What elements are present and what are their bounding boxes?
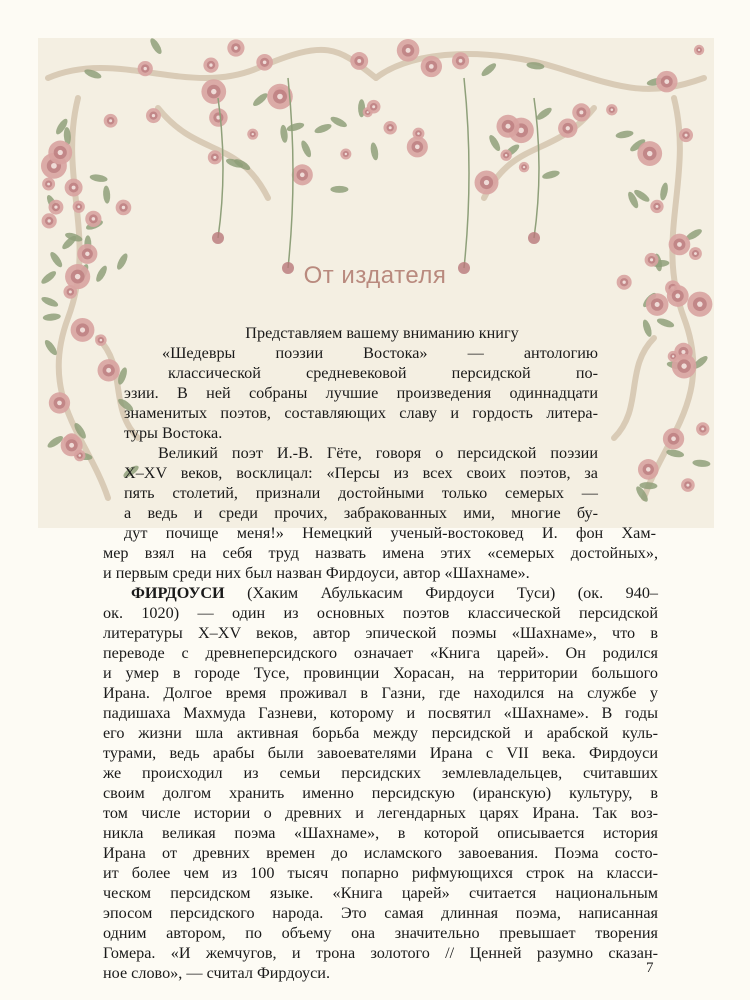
text-line: переводе с древнеперсидского означает «Книга царей». Он родился <box>103 644 658 662</box>
text-line: «Шедевры поэзии Востока» — антологию <box>162 344 598 362</box>
author-name: ФИРДОУСИ <box>131 584 225 602</box>
text-line: пять столетий, признали достойными только семерых — <box>124 484 598 502</box>
page-heading: От издателя <box>303 262 447 289</box>
text-line: дут почище меня!» Немецкий ученый-востоковед И. фон Хам- <box>124 524 656 542</box>
text-line: никла великая поэма «Шахнаме», в которой описывается история <box>103 824 658 842</box>
main-paragraphs <box>103 543 658 983</box>
text-line: Ирана от древних времен до исламского завоевания. Поэма состо- <box>103 844 658 862</box>
text-line: эпосом персидского народа. Это самая длинная поэма, написанная <box>103 904 658 922</box>
text-line: Великий поэт И.-В. Гёте, говоря о персидской поэзии <box>158 444 598 462</box>
text-line: падишаха Махмуда Газневи, которому и посвятил «Шахнаме». В годы <box>103 704 658 722</box>
text-line: турами, ведь арабы были завоевателями Ирана с VII века. Фирдоуси <box>103 744 658 762</box>
text-line: Представляем вашему вниманию книгу <box>245 324 519 342</box>
text-line: X–XV веков, восклицал: «Персы из всех своих поэтов, за <box>124 464 598 482</box>
text-line: ческом персидском языке. «Книга царей» считается национальным <box>103 884 658 902</box>
text-line: мер взял на себя труд назвать имена этих «семерых достойных», <box>103 544 658 562</box>
text-line: его жизни шла активная борьба между персидской и арабской куль- <box>103 724 658 742</box>
text-line: же происходил из семьи персидских землевладельцев, считавших <box>103 764 658 782</box>
text-line: эзии. В ней собраны лучшие произведения одиннадцати <box>124 384 598 402</box>
text-line: ок. 1020) — один из основных поэтов классической персидской <box>103 604 658 622</box>
text-line: ное слово», — считал Фирдоуси. <box>103 964 331 982</box>
text-line: одним автором, по объему она значительно превышает творения <box>103 924 658 942</box>
text-line: литературы X–XV веков, автор эпической поэмы «Шахнаме», что в <box>103 624 658 642</box>
text-line: своим долгом хранить именно персидскую (иранскую) культуру, в <box>103 784 658 802</box>
text-line: Гомера. «И жемчугов, и трона золотого // Ценней разумно сказан- <box>103 944 658 962</box>
text-line: а ведь и среди прочих, забракованных ими, многие бу- <box>124 504 598 522</box>
text-line: туры Востока. <box>124 424 223 442</box>
intro-paragraphs <box>124 323 656 543</box>
page-number: 7 <box>646 960 654 976</box>
text-line: знаменитых поэтов, составляющих славу и гордость литера- <box>124 404 598 422</box>
text-line: классической средневековой персидской по- <box>168 364 598 382</box>
text-line: и первым среди них был назван Фирдоуси, автор «Шахнаме». <box>103 564 530 582</box>
text-line: и умер в городе Тусе, провинции Хорасан, на территории большого <box>103 664 658 682</box>
text-line: Ирана. Долгое время проживал в Газни, где находился на службе у <box>103 684 658 702</box>
text-line: том числе истории о древних и легендарных царях Ирана. Так воз- <box>103 804 658 822</box>
text-line: ФИРДОУСИ (Хаким Абулькасим Фирдоуси Туси) (ок. 940– <box>131 584 659 602</box>
text-line: ит более чем из 100 тысяч попарно рифмующихся строк на класси- <box>103 864 658 882</box>
